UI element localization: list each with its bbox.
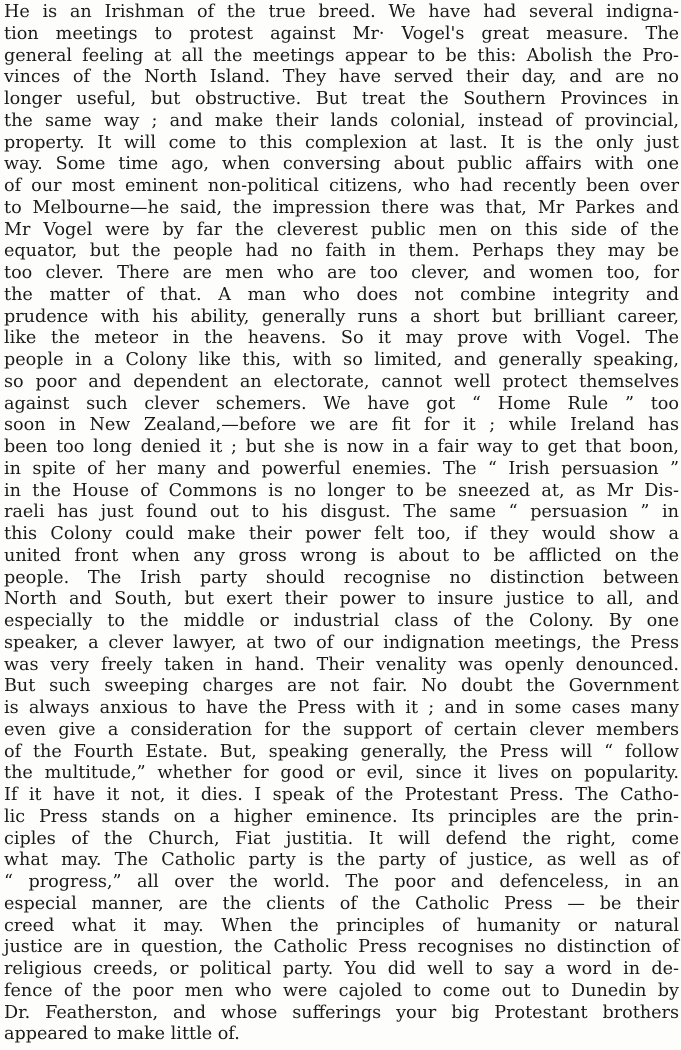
article-line: was very freely taken in hand. Their venality was openly denounced. (4, 654, 679, 675)
article-line: so poor and dependent an electorate, cannot well protect themselves (4, 371, 679, 392)
article-line: North and South, but exert their power to insure justice to all, and (4, 589, 679, 610)
article-line: way. Some time ago, when conversing about public affairs with one (4, 154, 679, 175)
article-line: too clever. There are men who are too clever, and women too, for (4, 263, 679, 283)
article-line: longer useful, but obstructive. But treat the Southern Provinces in (4, 89, 679, 109)
article-line: tion meetings to protest against Mr· Vogel's great measure. The (4, 23, 679, 44)
article-line: especial manner, are the clients of the Catholic Press — be their (4, 893, 679, 914)
article-line: justice are in question, the Catholic Press recognises no distinction of (4, 937, 679, 958)
article-line: especially to the middle or industrial class of the Colony. By one (4, 611, 679, 631)
article-line: equator, but the people had no faith in them. Perhaps they may be (4, 241, 679, 262)
article-line: people in a Colony like this, with so limited, and generally speaking, (4, 350, 679, 370)
article-line: been too long denied it ; but she is now in a fair way to get that boon, (4, 437, 679, 457)
article-line: united front when any gross wrong is about to be afflicted on the (4, 545, 679, 566)
article-line: fence of the poor men who were cajoled to come out to Dunedin by (4, 980, 679, 1001)
article-line: If it have it not, it dies. I speak of the Protestant Press. The Catho- (4, 785, 679, 805)
article-line: in spite of her many and powerful enemies. The “ Irish persuasion ” (4, 458, 679, 479)
article-line: like the meteor in the heavens. So it may prove with Vogel. The (4, 328, 679, 349)
article-line: lic Press stands on a higher eminence. Its principles are the prin- (4, 806, 679, 827)
article-line: general feeling at all the meetings appear to be this: Abolish the Pro- (4, 45, 679, 66)
article-line: property. It will come to this complexion at last. It is the only just (4, 132, 679, 153)
article-line: But such sweeping charges are not fair. No doubt the Government (4, 676, 679, 697)
article-line: against such clever schemers. We have got “ Home Rule ” too (4, 393, 679, 414)
article-line: in the House of Commons is no longer to be sneezed at, as Mr Dis- (4, 480, 679, 501)
article-line: of our most eminent non-political citizens, who had recently been over (4, 176, 679, 196)
article-line: creed what it may. When the principles of humanity or natural (4, 915, 679, 936)
article-line: speaker, a clever lawyer, at two of our indignation meetings, the Press (4, 632, 679, 653)
article-line: appeared to make little of. (4, 1024, 240, 1045)
article-line: vinces of the North Island. They have served their day, and are no (4, 67, 679, 88)
article-line: the same way ; and make their lands colonial, instead of provincial, (4, 110, 679, 131)
article-line: raeli has just found out to his disgust. The same “ persuasion ” in (4, 502, 679, 523)
article-line: to Melbourne—he said, the impression there was that, Mr Parkes and (4, 197, 679, 218)
article-line: Dr. Featherston, and whose sufferings your big Protestant brothers (4, 1002, 679, 1023)
article-line: the matter of that. A man who does not combine integrity and (4, 284, 679, 305)
article-line: “ progress,” all over the world. The poor and defenceless, in an (4, 872, 679, 892)
article-line: He is an Irishman of the true breed. We have had several indigna- (4, 2, 679, 22)
article-line: what may. The Catholic party is the party of justice, as well as of (4, 850, 679, 871)
article-line: of the Fourth Estate. But, speaking generally, the Press will “ follow (4, 741, 679, 762)
article-line: ciples of the Church, Fiat justitia. It will defend the right, come (4, 828, 679, 849)
article-line: soon in New Zealand,—before we are fit for it ; while Ireland has (4, 415, 679, 436)
article-line: religious creeds, or political party. You did well to say a word in de- (4, 959, 679, 979)
article-line: prudence with his ability, generally runs a short but brilliant career, (4, 306, 679, 327)
article-line: this Colony could make their power felt too, if they would show a (4, 524, 679, 544)
article-line: people. The Irish party should recognise no distinction between (4, 567, 679, 588)
article-line: the multitude,” whether for good or evil, since it lives on popularity. (4, 763, 679, 784)
article-line: Mr Vogel were by far the cleverest public men on this side of the (4, 219, 679, 240)
article-line: even give a consideration for the support of certain clever members (4, 719, 679, 740)
article-column (4, 2, 679, 1046)
article-line: is always anxious to have the Press with it ; and in some cases many (4, 698, 679, 718)
